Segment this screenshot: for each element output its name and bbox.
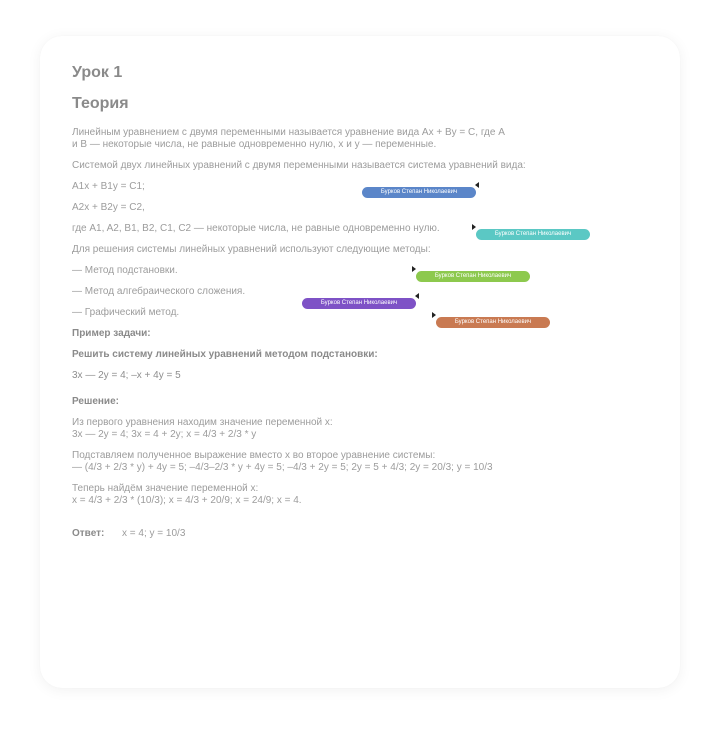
collaborator-cursor-label: Бурков Степан Николаевич (302, 298, 416, 309)
cursor-arrow-icon (475, 182, 479, 188)
example-task: Решить систему линейных уравнений методом подстановки: (72, 349, 378, 360)
example-heading: Пример задачи: (72, 328, 151, 339)
cursor-arrow-icon (432, 312, 436, 318)
cursor-arrow-icon (472, 224, 476, 230)
paragraph: где A1, A2, B1, B2, C1, C2 — некоторые числа, не равные одновременно нулю. (72, 223, 440, 234)
method-item: — Метод подстановки. (72, 265, 178, 276)
solution-heading: Решение: (72, 396, 119, 407)
collaborator-cursor-label: Бурков Степан Николаевич (476, 229, 590, 240)
cursor-arrow-icon (412, 266, 416, 272)
method-item: — Графический метод. (72, 307, 180, 318)
section-title: Теория (72, 95, 129, 112)
solution-step: Теперь найдём значение переменной x: x = 4/3 + 2/3 * (10/3); x = 4/3 + 20/9; x = 24/9; x = 4. (72, 483, 302, 506)
equation-line: A1x + B1y = C1; (72, 181, 145, 192)
collaborator-cursor-label: Бурков Степан Николаевич (436, 317, 550, 328)
paragraph: Для решения системы линейных уравнений используют следующие методы: (72, 244, 431, 255)
solution-step: Из первого уравнения находим значение переменной x: 3x — 2y = 4; 3x = 4 + 2y; x = 4/3 + 2/3 * y (72, 417, 333, 440)
lesson-title: Урок 1 (72, 64, 123, 81)
paragraph: Системой двух линейных уравнений с двумя переменными называется система уравнений вида: (72, 160, 526, 171)
cursor-arrow-icon (415, 293, 419, 299)
method-item: — Метод алгебраического сложения. (72, 286, 246, 297)
collaborator-cursor-label: Бурков Степан Николаевич (362, 187, 476, 198)
answer-value: x = 4; y = 10/3 (122, 528, 186, 539)
answer-label: Ответ: (72, 528, 105, 539)
example-system: 3x — 2y = 4; –x + 4y = 5 (72, 370, 181, 381)
paragraph: Линейным уравнением с двумя переменными называется уравнение вида Ax + By = C, где A и B — некоторые числа, не равные одновременно нулю, x и y — переменные. (72, 127, 505, 150)
equation-line: A2x + B2y = C2, (72, 202, 145, 213)
collaborator-cursor-label: Бурков Степан Николаевич (416, 271, 530, 282)
solution-step: Подставляем полученное выражение вместо x во второе уравнение системы: — (4/3 + 2/3 * y) + 4y = 5; –4/3–2/3 * y + 4y = 5; –4/3 + 2y = 5; 2y = 5 + 4/3; 2y = 20/3; y = 10/3 (72, 450, 493, 473)
answer-row (72, 516, 552, 540)
